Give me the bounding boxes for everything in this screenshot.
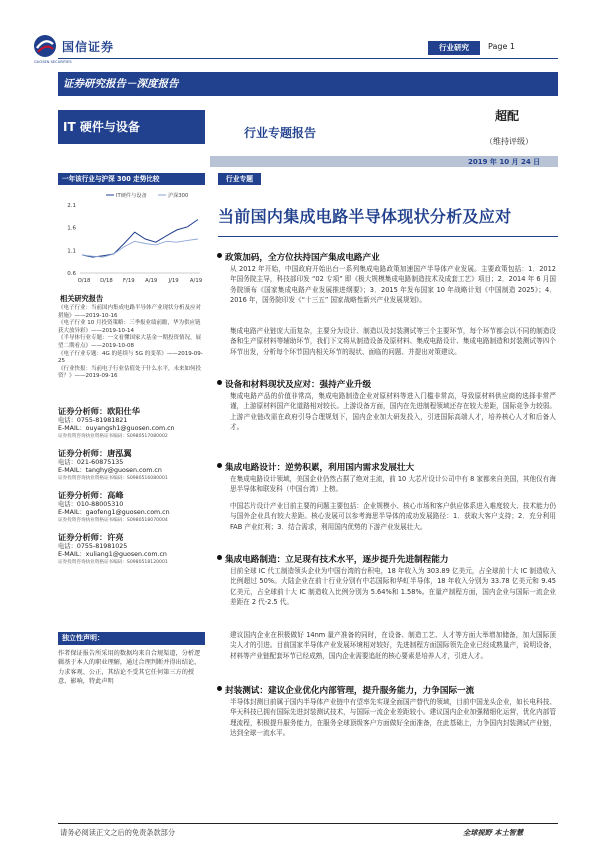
- analyst-cert: 证券投资咨询执业资格证书编码：S0980517080002: [58, 434, 168, 439]
- analyst-email[interactable]: E-MAIL：xuliang1@guosen.com.cn: [58, 551, 167, 558]
- analyst-name: 证券分析师：许亮: [58, 532, 124, 542]
- analyst-email[interactable]: E-MAIL：ouyangsh1@guosen.com.cn: [58, 425, 175, 432]
- section-paragraph: 目前全球 IC 代工制造领头企业为中国台湾的台积电，18 年收入为 303.89 亿美元，占全球前十大 IC 制造收入比例超过 50%。大陆企业在前十行业分别有中芯国际和华虹半导体，18 年收入分别为 33.78 亿美元和 9.45 亿美元，占全球前十大 IC 制造收入比例分别为 5.64%和 1.58%。在量产制程方面，国内企业与国际一流企业差距在 2 代-2.5 代。: [230, 567, 556, 607]
- section-title: [225, 378, 371, 390]
- analyst-cert: 证券投资咨询执业资格证书编码：S0980518120001: [58, 560, 168, 565]
- section-title: [225, 684, 474, 696]
- analyst-cert: 证券投资咨询执业资格证书编码：S0980518070004: [58, 518, 168, 523]
- series-line-2: [82, 239, 198, 257]
- x-tick-label: J/19: [168, 278, 179, 284]
- page-number: Page 1: [488, 42, 515, 51]
- rating-note: （维持评级）: [485, 137, 533, 146]
- analyst-name: 证券分析师：高峰: [58, 490, 124, 500]
- related-reports-header: 相关研究报告: [60, 294, 104, 303]
- section-title-text: 封装测试：建议企业优化内部管理，提升服务能力，力争国际一流: [225, 686, 475, 696]
- analyst-name: 证券分析师：欧阳仕华: [58, 406, 140, 416]
- section-paragraph: 集成电路产品的价值非常高，集成电路制造企业对原材料等进入门槛非常高，导致原材料供应商的选择非常严谨，上游原材料国产化道路相对较长。上游设备方面，国内在先进制程领域还存在较大差距，国际竞争力较弱。上游产业链改需在政府引导合理规划下，国内企业加大研发投入，引进国际高端人才，培养核心人才和后备人才。: [230, 392, 556, 432]
- footer-slogan: 全球视野 本土智慧: [463, 828, 524, 837]
- report-series-band: 证券研究报告－深度报告: [58, 72, 558, 96]
- section-paragraph: 从 2012 年开始，中国政府开始出台一系列集成电路政策加速国产半导体产业发展。主要政策包括：1．2012 年国务院主导，科技部印发 “02 专项” 即《极大规模集成电路制造技术及成套工艺》项目；2．2014 年 6 月国务院颁布《国家集成电路产业发展推进纲要》；3．2015 年发布国家 10 年战略计划《中国制造 2025》；4．2016 年，国务院印发《“十三五” 国家战略性新兴产业发展规划》。: [230, 265, 556, 305]
- section-title-text: 政策加码，全方位扶持国产集成电路产业: [225, 253, 380, 263]
- related-report-item[interactable]: 《行业快报：当前电子行业估值处于什么水平，未来如何投资？》——2019-09-16: [58, 365, 202, 380]
- analyst-block: [58, 490, 205, 525]
- report-date: 2019 年 10 月 24 日: [468, 158, 541, 166]
- analyst-block: [58, 532, 205, 567]
- y-tick-label: 1.6: [67, 225, 76, 232]
- independence-header: 独立性声明：: [58, 632, 205, 645]
- bullet-icon: [217, 253, 222, 258]
- section-title-text: 集成电路制造：立足现有技术水平，逐步提升先进制程能力: [225, 555, 449, 565]
- analyst-tel: 电话：0755-81981025: [58, 543, 128, 550]
- analyst-tel: 电话：0755-81981821: [58, 417, 128, 424]
- performance-chart: [58, 187, 205, 291]
- analyst-name: 证券分析师：唐泓翼: [58, 448, 132, 458]
- rating: 超配: [495, 109, 520, 123]
- topic-tag: 行业专题: [218, 173, 261, 185]
- section-paragraph: 半导体封测目前属于国内半导体产业链中有望率先实现全面国产替代的领域，目前中国龙头企业，如长电科技、华天科技已拥有国际先进封装测试技术，与国际一流企业差距较小。建议国内企业加强精细化运营，优化内部管理流程，积极提升服务能力，在服务全球顶级客户方面做好全面准备，在此基础上，力争国内封装测试产业链，达到全球一流水平。: [230, 698, 556, 738]
- section-paragraph: 集成电路产业链庞大而复杂，主要分为设计、制造以及封装测试等三个主要环节，每个环节都会以不同的制造设备和生产原材料等辅助环节，我们下文将从制造设备及原材料、集成电路设计、集成电路制造和封装测试等四个环节出发，分析每个环节国内相关环节的现状、面临的问题、并提出对策建议。: [230, 327, 556, 356]
- section-paragraph: 中国芯片设计产业目前主要的问题主要包括：企业规模小、核心市场和客户供应体系进入难度较大、技术能力仍与国外企业具有较大差距。核心发展可以参考海思半导体的成功发展路径：1．获取大客户支持；2．充分利用 FAB 产业红利；3．结合需求，利用国内优势的下游产业发展壮大。: [230, 502, 556, 531]
- legend-label: 沪深300: [168, 193, 189, 199]
- guosen-logo-icon: [32, 33, 58, 59]
- x-tick-label: D/18: [100, 278, 113, 284]
- bullet-icon: [217, 380, 222, 385]
- bullet-icon: [217, 686, 222, 691]
- related-report-item[interactable]: 《电子行业：当前国内集成电路半导体产业现状分析及应对措施》——2019-10-16: [58, 305, 202, 319]
- section-title: [225, 461, 414, 473]
- y-tick-label: 1.1: [67, 248, 76, 255]
- series-line-1: [82, 220, 198, 258]
- analyst-block: [58, 406, 205, 441]
- analyst-email[interactable]: E-MAIL：gaofeng1@guosen.com.cn: [58, 509, 170, 516]
- independence-statement: 作者保证报告所采用的数据均来自合规渠道，分析逻辑基于本人的职业理解，通过合理判断并得出结论，力求客观、公正，其结论不受其它任何第三方的授意、影响，特此声明: [58, 650, 201, 686]
- analyst-tel: 电话：021-60875135: [58, 459, 124, 466]
- section-paragraph: 建议国内企业在积极做好 14nm 量产准备的同时，在设备、制造工艺、人才等方面大举增加储备，加大国际顶尖人才的引进。目前国家半导体产业发展环境相对较好，先进制程方面国际领先企业已经成熟量产，说明设备，材料等产业链配套环节已经成熟，国内企业需要追赶的核心要素是培养人才，引进人才。: [230, 631, 556, 660]
- analyst-block: [58, 448, 205, 483]
- legend-label: IT硬件与设备: [116, 193, 147, 199]
- doc-type-badge: 行业研究: [428, 41, 480, 55]
- section-title-text: 集成电路设计：逆势积累，利用国内需求发展壮大: [225, 463, 415, 473]
- brand-name-en: GUOSEN SECURITIES: [34, 60, 72, 64]
- section-title: [225, 553, 448, 565]
- header-rule: [58, 58, 558, 59]
- section-title-text: 设备和材料现状及应对：强持产业升级: [225, 380, 372, 390]
- section-title: [225, 251, 380, 263]
- analyst-email[interactable]: E-MAIL：tanghy@guosen.com.cn: [58, 467, 162, 474]
- related-report-item[interactable]: 《电子行业 10 月投资策略：三季报业绩前瞻，华为供应链获大放异彩》——2019-10-14: [58, 320, 201, 334]
- related-reports-list: [58, 305, 205, 381]
- industry-name: IT 硬件与设备: [58, 110, 205, 144]
- chart-header: 一年该行业与沪深 300 走势比较: [58, 173, 205, 185]
- related-report-item[interactable]: 《半导体行业专题：一文看懂国家大基金一期投资情况，展望二期看点》——2019-10-08: [58, 335, 202, 349]
- bullet-icon: [217, 463, 222, 468]
- related-report-item[interactable]: 《电子行业专题：4G 的延续与 5G 的变革》——2019-09-25: [58, 350, 203, 365]
- footer-disclaimer: 请务必阅读正文之后的免责条款部分: [60, 828, 176, 837]
- brand-name: 国信证券: [62, 40, 115, 54]
- x-tick-label: F/19: [123, 278, 135, 284]
- x-tick-label: O/18: [77, 278, 91, 284]
- x-tick-label: A/19: [145, 278, 158, 284]
- chart-svg: [58, 187, 205, 291]
- y-tick-label: 2.1: [67, 203, 76, 209]
- headline-rule: [218, 236, 558, 237]
- x-tick-label: A/19: [189, 278, 203, 284]
- bullet-icon: [217, 555, 222, 560]
- analyst-tel: 电话：010-88005310: [58, 501, 124, 508]
- section-paragraph: 在集成电路设计领域，美国企业仍然占据了绝对主流，前 10 大芯片设计公司中有 8 家都来自美国，其他仅有海思半导体和联发科（中国台湾）上榜。: [230, 475, 556, 494]
- analyst-cert: 证券投资咨询执业资格证书编码：S0980516080001: [58, 476, 168, 481]
- report-type: 行业专题报告: [244, 126, 317, 140]
- report-headline: 当前国内集成电路半导体现状分析及应对: [218, 207, 512, 226]
- y-tick-label: 0.6: [67, 271, 76, 277]
- footer-rule: [58, 823, 558, 824]
